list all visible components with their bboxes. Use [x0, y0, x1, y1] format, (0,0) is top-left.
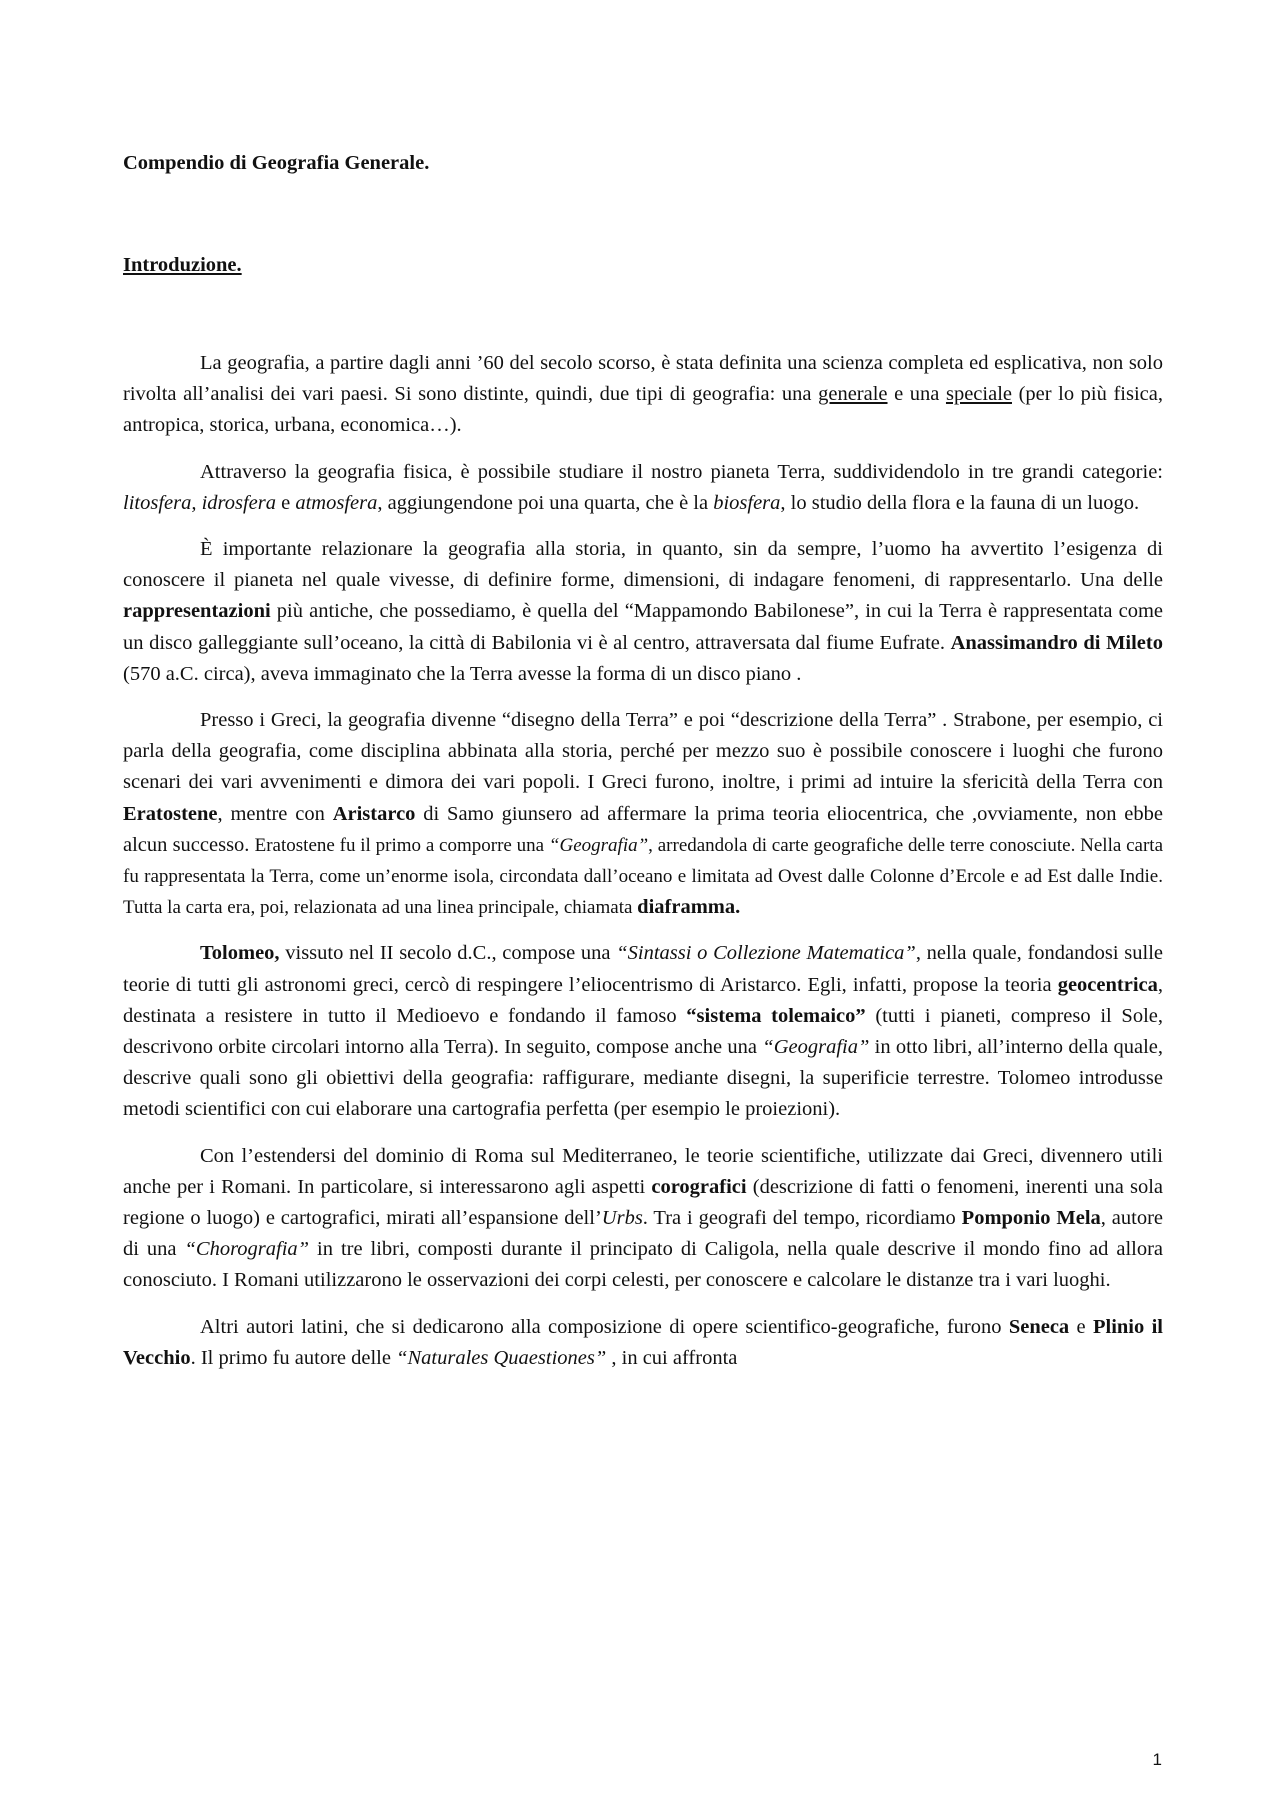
- paragraph-1: [123, 348, 1163, 442]
- text-run: Attraverso la geografia fisica, è possibile studiare il nostro pianeta Terra, suddividendolo in tre grandi categorie:: [200, 460, 1163, 483]
- bold-term: Plinio il Vecchio: [123, 1315, 1163, 1369]
- text-run: , mentre con: [217, 802, 333, 825]
- underlined-term-speciale: speciale: [945, 383, 1012, 406]
- bold-term: Eratostene: [123, 802, 218, 825]
- text-run: e: [1069, 1315, 1093, 1338]
- text-run: . Il primo fu autore delle: [190, 1346, 397, 1369]
- text-run: , in cui affronta: [606, 1346, 738, 1369]
- italic-term: “Sintassi o Collezione Matematica”: [616, 942, 916, 965]
- section-heading: Introduzione.: [123, 254, 242, 276]
- italic-term: Urbs: [601, 1207, 643, 1230]
- text-run: Eratostene fu il primo a comporre una: [254, 834, 549, 856]
- bold-term: Anassimandro di Mileto: [950, 631, 1163, 654]
- italic-term: biosfera: [713, 491, 781, 514]
- paragraph-2: [123, 457, 1163, 519]
- bold-term: diaframma.: [637, 896, 741, 919]
- italic-term: litosfera, idrosfera: [123, 491, 276, 514]
- paragraph-3: [123, 534, 1163, 690]
- text-run: , autore di una: [123, 1207, 1163, 1261]
- italic-term: “Geografia”: [762, 1036, 870, 1059]
- text-run: , lo studio della flora e la fauna di un luogo.: [780, 491, 1140, 514]
- text-run: , arredandola di carte geografiche delle terre conosciute. Nella carta fu rappresentata la Terra, come un’enorme isola, circondata dall’oceano e limitata ad Ovest dalle Colonne d’Ercole e ad Est dalle Indie. Tutta la carta era, poi, relazionata ad una linea principale, chiamata: [123, 834, 1164, 919]
- bold-term: geocentrica: [1057, 973, 1158, 996]
- paragraph-5: [123, 938, 1163, 1125]
- text-run: , nella quale, fondandosi sulle teorie di tutti gli astronomi greci, cercò di respingere l’eliocentrismo di Aristarco. Egli, infatti, propose la teoria: [123, 942, 1163, 996]
- bold-term: Tolomeo,: [200, 942, 280, 965]
- paragraph-7: [123, 1312, 1163, 1374]
- text-run: (per lo più fisica, antropica, storica, urbana, economica…).: [123, 383, 1163, 437]
- text-run: Presso i Greci, la geografia divenne “disegno della Terra” e poi “descrizione della Terra” . Strabone, per esempio, ci parla della geografia, come disciplina abbinata alla storia, perché per mezzo suo è possibile conoscere i luoghi che furono scenari dei vari avvenimenti e dimora dei vari popoli. I Greci furono, inoltre, i primi ad intuire la sfericità della Terra con: [123, 709, 1163, 794]
- bold-term: Seneca: [1008, 1315, 1070, 1338]
- text-run: La geografia, a partire dagli anni ’60 del secolo scorso, è stata definita una scienza completa ed esplicativa, non solo rivolta all’analisi dei vari paesi. Si sono distinte, quindi, due tipi di geografia: una: [123, 352, 1163, 406]
- text-run: in tre libri, composti durante il principato di Caligola, nella quale descrive il mondo fino ad allora conosciuto. I Romani utilizzarono le osservazioni dei corpi celesti, per conoscere e calcolare le distanze tra i vari luoghi.: [123, 1238, 1164, 1292]
- paragraph-6: [123, 1141, 1163, 1297]
- bold-term: rappresentazioni: [123, 600, 271, 623]
- text-run: e: [276, 491, 296, 514]
- page-number: 1: [1152, 1750, 1162, 1769]
- italic-term: “Naturales Quaestiones”: [396, 1346, 607, 1369]
- italic-term: “Geografia”: [548, 834, 649, 856]
- text-run: più antiche, che possediamo, è quella del “Mappamondo Babilonese”, in cui la Terra è rappresentata come un disco galleggiante sull’oceano, la città di Babilonia vi è al centro, attraversata dal fiume Eufrate.: [123, 600, 1163, 654]
- italic-term: “Chorografia”: [184, 1238, 310, 1261]
- text-run: (570 a.C. circa), aveva immaginato che la Terra avesse la forma di un disco piano .: [123, 662, 802, 685]
- text-run: . Tra i geografi del tempo, ricordiamo: [642, 1207, 962, 1230]
- text-run: Con l’estendersi del dominio di Roma sul Mediterraneo, le teorie scientifiche, utilizzate dai Greci, divennero utili anche per i Romani. In particolare, si interessarono agli aspetti: [123, 1144, 1163, 1198]
- text-run: , aggiungendone poi una quarta, che è la: [377, 491, 714, 514]
- document-title: Compendio di Geografia Generale.: [123, 152, 430, 174]
- text-run: vissuto nel II secolo d.C., compose una: [279, 942, 617, 965]
- bold-term: Pomponio Mela: [961, 1207, 1101, 1230]
- paragraph-4: [123, 705, 1163, 923]
- text-run: in otto libri, all’interno della quale, descrive quali sono gli obiettivi della geografia: raffigurare, mediante disegni, la superificie terrestre. Tolomeo introdusse metodi scientifici con cui elaborare una cartografia perfetta (per esempio le proiezioni).: [123, 1036, 1163, 1121]
- underlined-term-generale: generale: [818, 383, 888, 406]
- document-body: [123, 348, 1163, 1389]
- italic-term: atmosfera: [295, 491, 378, 514]
- text-run: Altri autori latini, che si dedicarono alla composizione di opere scientifico-geografiche, furono: [200, 1315, 1009, 1338]
- bold-term: corografici: [651, 1175, 747, 1198]
- bold-term: “sistema tolemaico”: [686, 1004, 866, 1027]
- bold-term: Aristarco: [332, 802, 416, 825]
- text-run: e una: [887, 383, 946, 406]
- text-run: di Samo giunsero ad affermare la prima teoria eliocentrica, che ,ovviamente, non ebbe alcun successo.: [123, 802, 1164, 856]
- text-run: È importante relazionare la geografia alla storia, in quanto, sin da sempre, l’uomo ha avvertito l’esigenza di conoscere il pianeta nel quale vivesse, di definire forme, dimensioni, di indagare fenomeni, di rappresentarlo. Una delle: [123, 538, 1163, 592]
- text-run: , destinata a resistere in tutto il Medioevo e fondando il famoso: [123, 973, 1163, 1027]
- text-run: (tutti i pianeti, compreso il Sole, descrivono orbite circolari intorno alla Terra). In seguito, compose anche una: [123, 1004, 1163, 1059]
- text-run: (descrizione di fatti o fenomeni, inerenti una sola regione o luogo) e cartografici, mirati all’espansione dell’: [123, 1175, 1163, 1230]
